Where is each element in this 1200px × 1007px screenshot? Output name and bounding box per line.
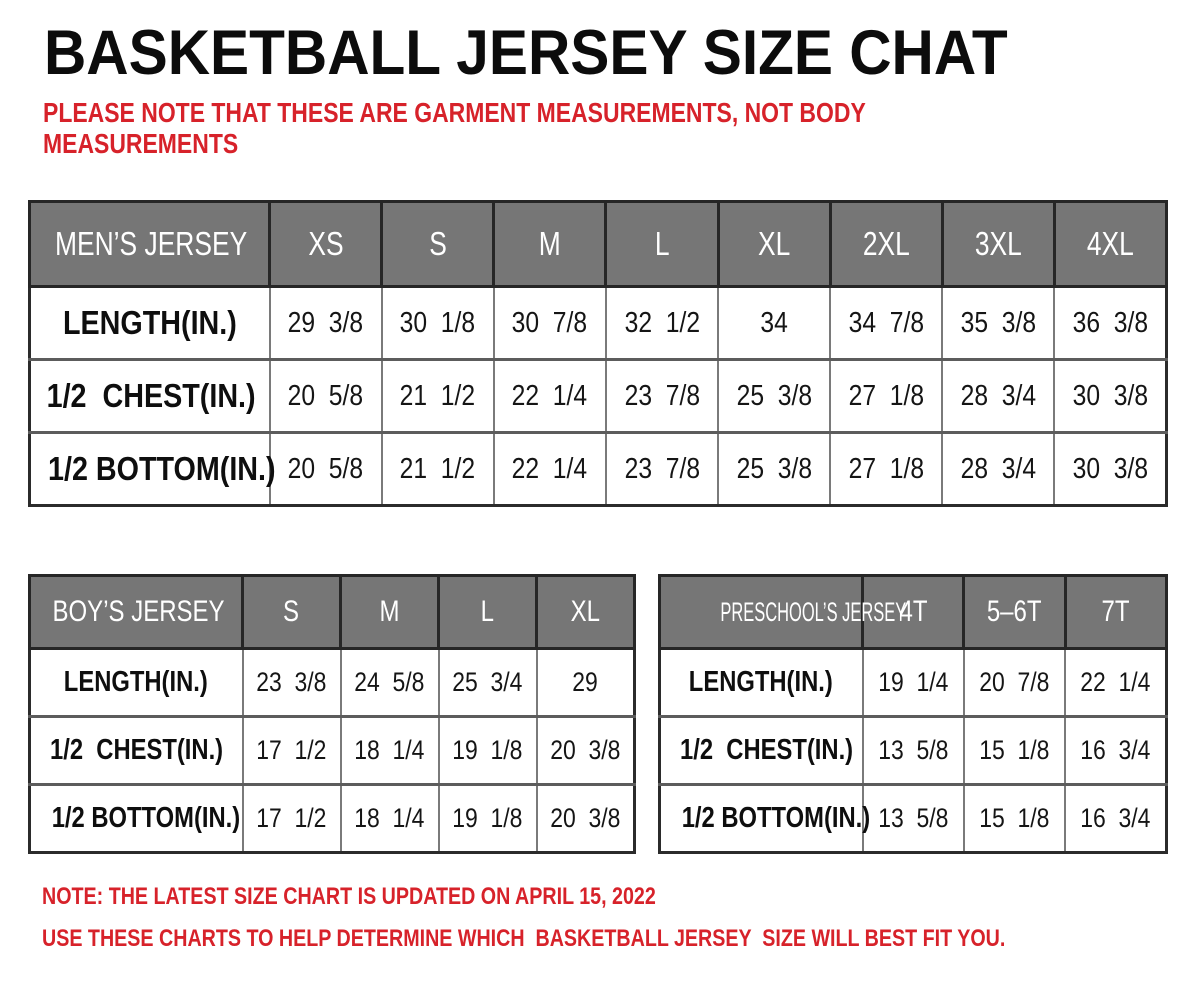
mens-cell-0-4 — [718, 287, 830, 360]
mens-col-header-1-text: S — [428, 225, 447, 262]
boys-cell-2-1-text: 18 1/4 — [354, 803, 425, 833]
preschools-header-label — [660, 576, 907, 649]
preschools-row-0 — [660, 649, 1167, 717]
preschools-row-1-label — [660, 717, 863, 785]
mens-col-header-4 — [718, 202, 830, 287]
preschools-cell-0-1-text: 20 7/8 — [979, 667, 1050, 697]
mens-cell-2-5 — [830, 433, 942, 506]
mens-col-header-0-text: XS — [307, 225, 344, 262]
mens-cell-2-3 — [606, 433, 718, 506]
usage-note-text: USE THESE CHARTS TO HELP DETERMINE WHICH BASKETBALL JERSEY SIZE WILL BEST FIT YOU. — [42, 925, 1006, 952]
preschools-cell-2-1-text: 15 1/8 — [979, 803, 1050, 833]
mens-jersey-size-table — [28, 200, 1168, 507]
mens-col-header-5-text: 2XL — [862, 225, 910, 262]
boys-cell-0-0 — [243, 649, 341, 717]
preschools-cell-0-2 — [1065, 649, 1166, 717]
preschools-row-0-label — [660, 649, 863, 717]
preschools-cell-0-0 — [863, 649, 964, 717]
boys-row-1-label — [30, 717, 243, 785]
mens-cell-0-6-text: 35 3/8 — [960, 306, 1037, 339]
preschools-row-1-label-text: 1/2 CHEST(IN.) — [679, 734, 854, 766]
mens-cell-1-1-text: 21 1/2 — [399, 379, 476, 412]
boys-header-label-text: BOY’S JERSEY — [52, 595, 225, 628]
boys-cell-0-0-text: 23 3/8 — [256, 667, 327, 697]
preschools-cell-1-2-text: 16 3/4 — [1080, 735, 1151, 765]
preschools-header-label-text: PRESCHOOL’S JERSEY — [720, 596, 907, 627]
boys-cell-1-1 — [341, 717, 439, 785]
mens-row-0-label-text: LENGTH(IN.) — [62, 304, 237, 341]
boys-cell-2-3-text: 20 3/8 — [550, 803, 621, 833]
boys-row-0 — [30, 649, 635, 717]
mens-cell-0-6 — [942, 287, 1054, 360]
boys-col-header-1 — [341, 576, 439, 649]
preschools-cell-0-0-text: 19 1/4 — [878, 667, 949, 697]
mens-header-row — [30, 202, 1167, 287]
mens-cell-1-7 — [1054, 360, 1166, 433]
mens-cell-0-7 — [1054, 287, 1166, 360]
boys-jersey-size-table — [28, 574, 636, 854]
mens-cell-2-0-text: 20 5/8 — [287, 452, 364, 485]
preschools-row-0-label-text: LENGTH(IN.) — [689, 666, 834, 698]
mens-cell-1-5-text: 27 1/8 — [848, 379, 924, 412]
boys-cell-2-0 — [243, 785, 341, 853]
mens-row-0 — [30, 287, 1167, 360]
preschools-cell-0-2-text: 22 1/4 — [1080, 667, 1151, 697]
mens-cell-0-3 — [606, 287, 718, 360]
mens-cell-1-0-text: 20 5/8 — [287, 379, 364, 412]
preschools-cell-1-0-text: 13 5/8 — [878, 735, 949, 765]
preschools-cell-2-0 — [863, 785, 964, 853]
boys-cell-0-2-text: 25 3/4 — [452, 667, 523, 697]
boys-col-header-0-text: S — [283, 595, 300, 628]
preschools-cell-2-1 — [964, 785, 1065, 853]
mens-col-header-1 — [382, 202, 494, 287]
boys-col-header-1-text: M — [379, 595, 400, 628]
mens-cell-0-7-text: 36 3/8 — [1072, 306, 1148, 339]
mens-header-label-text: MEN’S JERSEY — [55, 225, 248, 262]
mens-table — [28, 200, 1168, 507]
boys-row-0-label-text: LENGTH(IN.) — [64, 666, 209, 698]
boys-col-header-3-text: XL — [570, 595, 601, 628]
mens-col-header-4-text: XL — [757, 225, 791, 262]
mens-cell-2-6 — [942, 433, 1054, 506]
preschools-jersey-size-table — [658, 574, 1168, 854]
preschools-cell-1-2 — [1065, 717, 1166, 785]
garment-note-line-1 — [43, 97, 1046, 128]
boys-cell-1-1-text: 18 1/4 — [354, 735, 425, 765]
preschools-cell-0-1 — [964, 649, 1065, 717]
mens-cell-0-0-text: 29 3/8 — [287, 306, 364, 339]
mens-row-2-label — [30, 433, 276, 506]
mens-cell-1-6 — [942, 360, 1054, 433]
mens-cell-0-1-text: 30 1/8 — [399, 306, 476, 339]
page-title — [44, 20, 1080, 86]
boys-col-header-2-text: L — [480, 595, 495, 628]
mens-col-header-7 — [1054, 202, 1166, 287]
preschools-row-2 — [660, 785, 1167, 853]
mens-cell-1-0 — [270, 360, 382, 433]
usage-note — [42, 925, 1200, 953]
preschools-col-header-1 — [964, 576, 1065, 649]
mens-col-header-6 — [942, 202, 1054, 287]
mens-cell-2-6-text: 28 3/4 — [960, 452, 1037, 485]
boys-cell-0-1-text: 24 5/8 — [354, 667, 425, 697]
mens-cell-0-3-text: 32 1/2 — [624, 306, 700, 339]
boys-row-2-label-text: 1/2 BOTTOM(IN.) — [51, 802, 241, 834]
boys-cell-1-3 — [537, 717, 635, 785]
boys-row-0-label — [30, 649, 243, 717]
boys-row-2 — [30, 785, 635, 853]
mens-col-header-2 — [494, 202, 606, 287]
mens-cell-0-4-text: 34 — [760, 306, 788, 339]
mens-cell-2-4 — [718, 433, 830, 506]
mens-row-2 — [30, 433, 1167, 506]
mens-row-2-label-text: 1/2 BOTTOM(IN.) — [48, 450, 276, 487]
boys-header-label — [30, 576, 243, 649]
garment-note-line-2 — [43, 128, 1046, 159]
preschools-cell-2-0-text: 13 5/8 — [878, 803, 949, 833]
boys-row-1 — [30, 717, 635, 785]
boys-cell-2-2 — [439, 785, 537, 853]
mens-header-label — [30, 202, 270, 287]
mens-cell-0-5 — [830, 287, 942, 360]
boys-cell-0-1 — [341, 649, 439, 717]
preschools-cell-1-0 — [863, 717, 964, 785]
mens-cell-1-1 — [382, 360, 494, 433]
mens-cell-2-1-text: 21 1/2 — [399, 452, 476, 485]
mens-col-header-7-text: 4XL — [1086, 225, 1134, 262]
boys-row-1-label-text: 1/2 CHEST(IN.) — [49, 734, 224, 766]
mens-cell-2-0 — [270, 433, 382, 506]
boys-cell-2-3 — [537, 785, 635, 853]
preschools-row-2-label — [660, 785, 871, 853]
preschools-col-header-2-text: 7T — [1101, 595, 1130, 628]
mens-col-header-2-text: M — [538, 225, 561, 262]
boys-cell-1-2-text: 19 1/8 — [452, 735, 523, 765]
mens-col-header-6-text: 3XL — [974, 225, 1022, 262]
page-title-text: BASKETBALL JERSEY SIZE CHAT — [44, 18, 1008, 88]
boys-row-2-label — [30, 785, 243, 853]
mens-col-header-3 — [606, 202, 718, 287]
mens-cell-1-6-text: 28 3/4 — [960, 379, 1037, 412]
mens-col-header-3-text: L — [654, 225, 670, 262]
mens-cell-0-2-text: 30 7/8 — [512, 306, 588, 339]
boys-col-header-2 — [439, 576, 537, 649]
mens-cell-1-7-text: 30 3/8 — [1072, 379, 1148, 412]
mens-row-1 — [30, 360, 1167, 433]
mens-cell-1-2-text: 22 1/4 — [512, 379, 588, 412]
preschools-cell-2-2 — [1065, 785, 1166, 853]
preschools-table — [658, 574, 1168, 854]
boys-cell-1-3-text: 20 3/8 — [550, 735, 621, 765]
preschools-col-header-0-text: 4T — [899, 595, 928, 628]
garment-measurement-note — [43, 97, 1046, 159]
mens-row-1-label — [30, 360, 270, 433]
garment-note-line-1-text: PLEASE NOTE THAT THESE ARE GARMENT MEASUREMENTS, NOT BODY — [43, 97, 866, 128]
boys-cell-2-2-text: 19 1/8 — [452, 803, 523, 833]
mens-row-0-label — [30, 287, 270, 360]
garment-note-line-2-text: MEASUREMENTS — [43, 128, 239, 159]
mens-row-1-label-text: 1/2 CHEST(IN.) — [46, 377, 256, 414]
mens-cell-2-1 — [382, 433, 494, 506]
update-date-note-text: NOTE: THE LATEST SIZE CHART IS UPDATED ON APRIL 15, 2022 — [42, 883, 656, 910]
mens-cell-0-1 — [382, 287, 494, 360]
preschools-row-1 — [660, 717, 1167, 785]
preschools-cell-1-1-text: 15 1/8 — [979, 735, 1050, 765]
mens-col-header-5 — [830, 202, 942, 287]
update-date-note — [42, 883, 791, 911]
preschools-col-header-1-text: 5–6T — [987, 595, 1042, 628]
mens-cell-2-7 — [1054, 433, 1166, 506]
boys-col-header-3 — [537, 576, 635, 649]
preschools-col-header-2 — [1065, 576, 1166, 649]
mens-cell-0-5-text: 34 7/8 — [848, 306, 924, 339]
boys-cell-1-0-text: 17 1/2 — [256, 735, 327, 765]
mens-cell-2-4-text: 25 3/8 — [736, 452, 812, 485]
mens-cell-1-5 — [830, 360, 942, 433]
boys-cell-2-1 — [341, 785, 439, 853]
boys-header-row — [30, 576, 635, 649]
mens-cell-2-7-text: 30 3/8 — [1072, 452, 1148, 485]
mens-cell-0-2 — [494, 287, 606, 360]
mens-cell-1-4 — [718, 360, 830, 433]
boys-table — [28, 574, 636, 854]
boys-cell-1-0 — [243, 717, 341, 785]
mens-cell-2-2-text: 22 1/4 — [512, 452, 588, 485]
mens-cell-2-5-text: 27 1/8 — [848, 452, 924, 485]
preschools-cell-1-1 — [964, 717, 1065, 785]
mens-cell-1-3-text: 23 7/8 — [624, 379, 700, 412]
mens-cell-1-2 — [494, 360, 606, 433]
boys-col-header-0 — [243, 576, 341, 649]
preschools-row-2-label-text: 1/2 BOTTOM(IN.) — [681, 802, 871, 834]
mens-cell-0-0 — [270, 287, 382, 360]
mens-cell-1-4-text: 25 3/8 — [736, 379, 812, 412]
boys-cell-1-2 — [439, 717, 537, 785]
mens-cell-2-3-text: 23 7/8 — [624, 452, 700, 485]
preschools-cell-2-2-text: 16 3/4 — [1080, 803, 1151, 833]
mens-cell-1-3 — [606, 360, 718, 433]
mens-col-header-0 — [270, 202, 382, 287]
mens-cell-2-2 — [494, 433, 606, 506]
boys-cell-2-0-text: 17 1/2 — [256, 803, 327, 833]
boys-cell-0-2 — [439, 649, 537, 717]
preschools-header-row — [660, 576, 1167, 649]
boys-cell-0-3-text: 29 — [572, 667, 599, 697]
boys-cell-0-3 — [537, 649, 635, 717]
